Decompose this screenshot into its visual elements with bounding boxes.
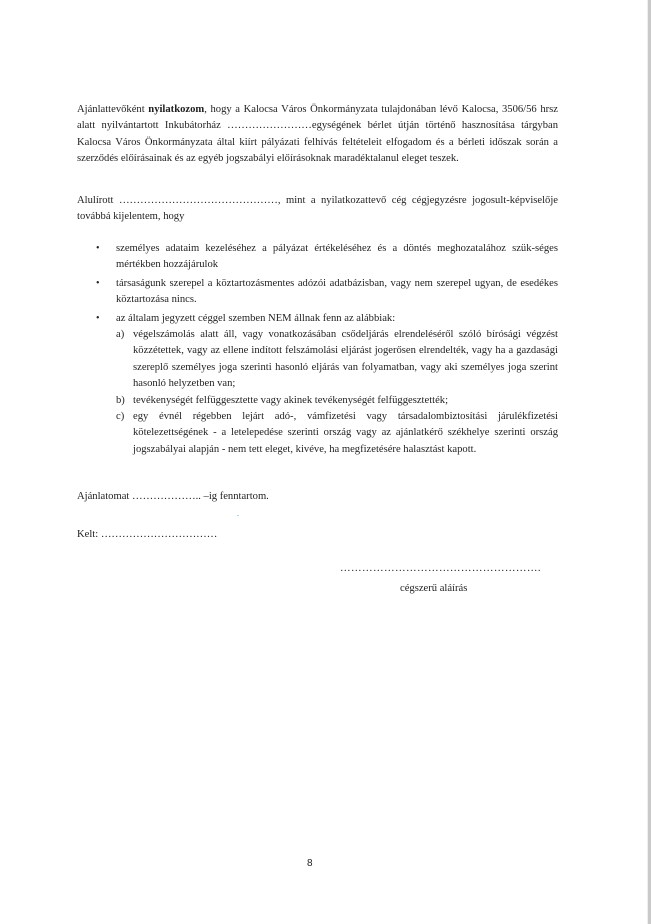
signature-label: cégszerű aláírás (400, 583, 468, 594)
scan-speck (237, 515, 239, 516)
sublist-item (116, 393, 558, 409)
bullet-icon: • (96, 243, 100, 254)
signature-line: ………………………………………………. (340, 563, 541, 574)
bullet-icon: • (96, 277, 100, 289)
signatory-paragraph: Alulírott ………………………………………, mint a nyilatkozattevő cég cégjegyzésre jogosult-képviselője továbbá kijelentem, hogy (77, 195, 558, 223)
sublist-label: b) (116, 394, 125, 406)
list-item-text: társaságunk szerepel a köztartozásmentes adózói adatbázisban, vagy nem szerepel ugyan, de esedékes köztartozása nincs. (116, 277, 558, 306)
page-number: 8 (307, 858, 313, 869)
sublist-text: egy évnél régebben lejárt adó-, vámfizetési vagy társadalombiztosítási járulékfizetési kötelezettségének - a letelepedése szerinti ország vagy az ajánlatkérő székhelye szerinti ország jogszabályai alapján - nem tett eleget, kivéve, ha megfizetésére halasztást kapott. (133, 411, 558, 455)
declaration-intro: Ajánlattevőként (77, 104, 149, 115)
list-item (77, 241, 558, 274)
page-edge-highlight (647, 0, 648, 924)
sublist-item (116, 409, 558, 458)
date-line: Kelt: …………………………… (77, 529, 218, 540)
sublist-text: tevékenységét felfüggesztette vagy akinek tevékenységét felfüggesztették; (133, 394, 449, 406)
list-item-text: személyes adataim kezeléséhez a pályázat értékeléséhez és a döntés meghozatalához szük-séges mértékben hozzájárulok (116, 243, 558, 271)
declaration-body: , hogy a Kalocsa Város Önkormányzata tulajdonában lévő Kalocsa, 3506/56 hrsz alatt nyilvántartott Inkubátorház ……………………egységének bérlet útján történő hasznosítása tárgyban Kalocsa Város Önkormányzata által kiírt pályázati felhívás feltételeit elfogadom és a bérleti időszak során a szerződés előírásainak és az egyéb jogszabályi előírásoknak maradéktalanul eleget teszek. (77, 104, 558, 165)
declaration-keyword: nyilatkozom (148, 104, 205, 115)
exclusion-sublist (116, 327, 558, 458)
offer-validity-line: Ajánlatomat ……………….. –ig fenntartom. (77, 491, 269, 502)
sublist-text: végelszámolás alatt áll, vagy vonatkozásában csődeljárás elrendeléséről szóló bírósági végzést közzétettek, vagy az ellene indított felszámolási eljárást jogerősen elrendelték, vagy ha a gazdasági szereplő személyes joga szerinti hasonló eljárás van folyamatban, vagy aki személyes joga szerint hasonló helyzetben van; (133, 329, 558, 390)
bullet-icon: • (96, 312, 100, 324)
list-item (77, 311, 558, 459)
list-item (77, 276, 558, 309)
sublist-label: a) (116, 329, 125, 341)
sublist-label: c) (116, 411, 125, 423)
sublist-item (116, 327, 558, 393)
declaration-list (77, 241, 558, 460)
declaration-paragraph (77, 102, 558, 168)
list-item-text: az általam jegyzett céggel szemben NEM állnak fenn az alábbiak: (116, 312, 396, 324)
